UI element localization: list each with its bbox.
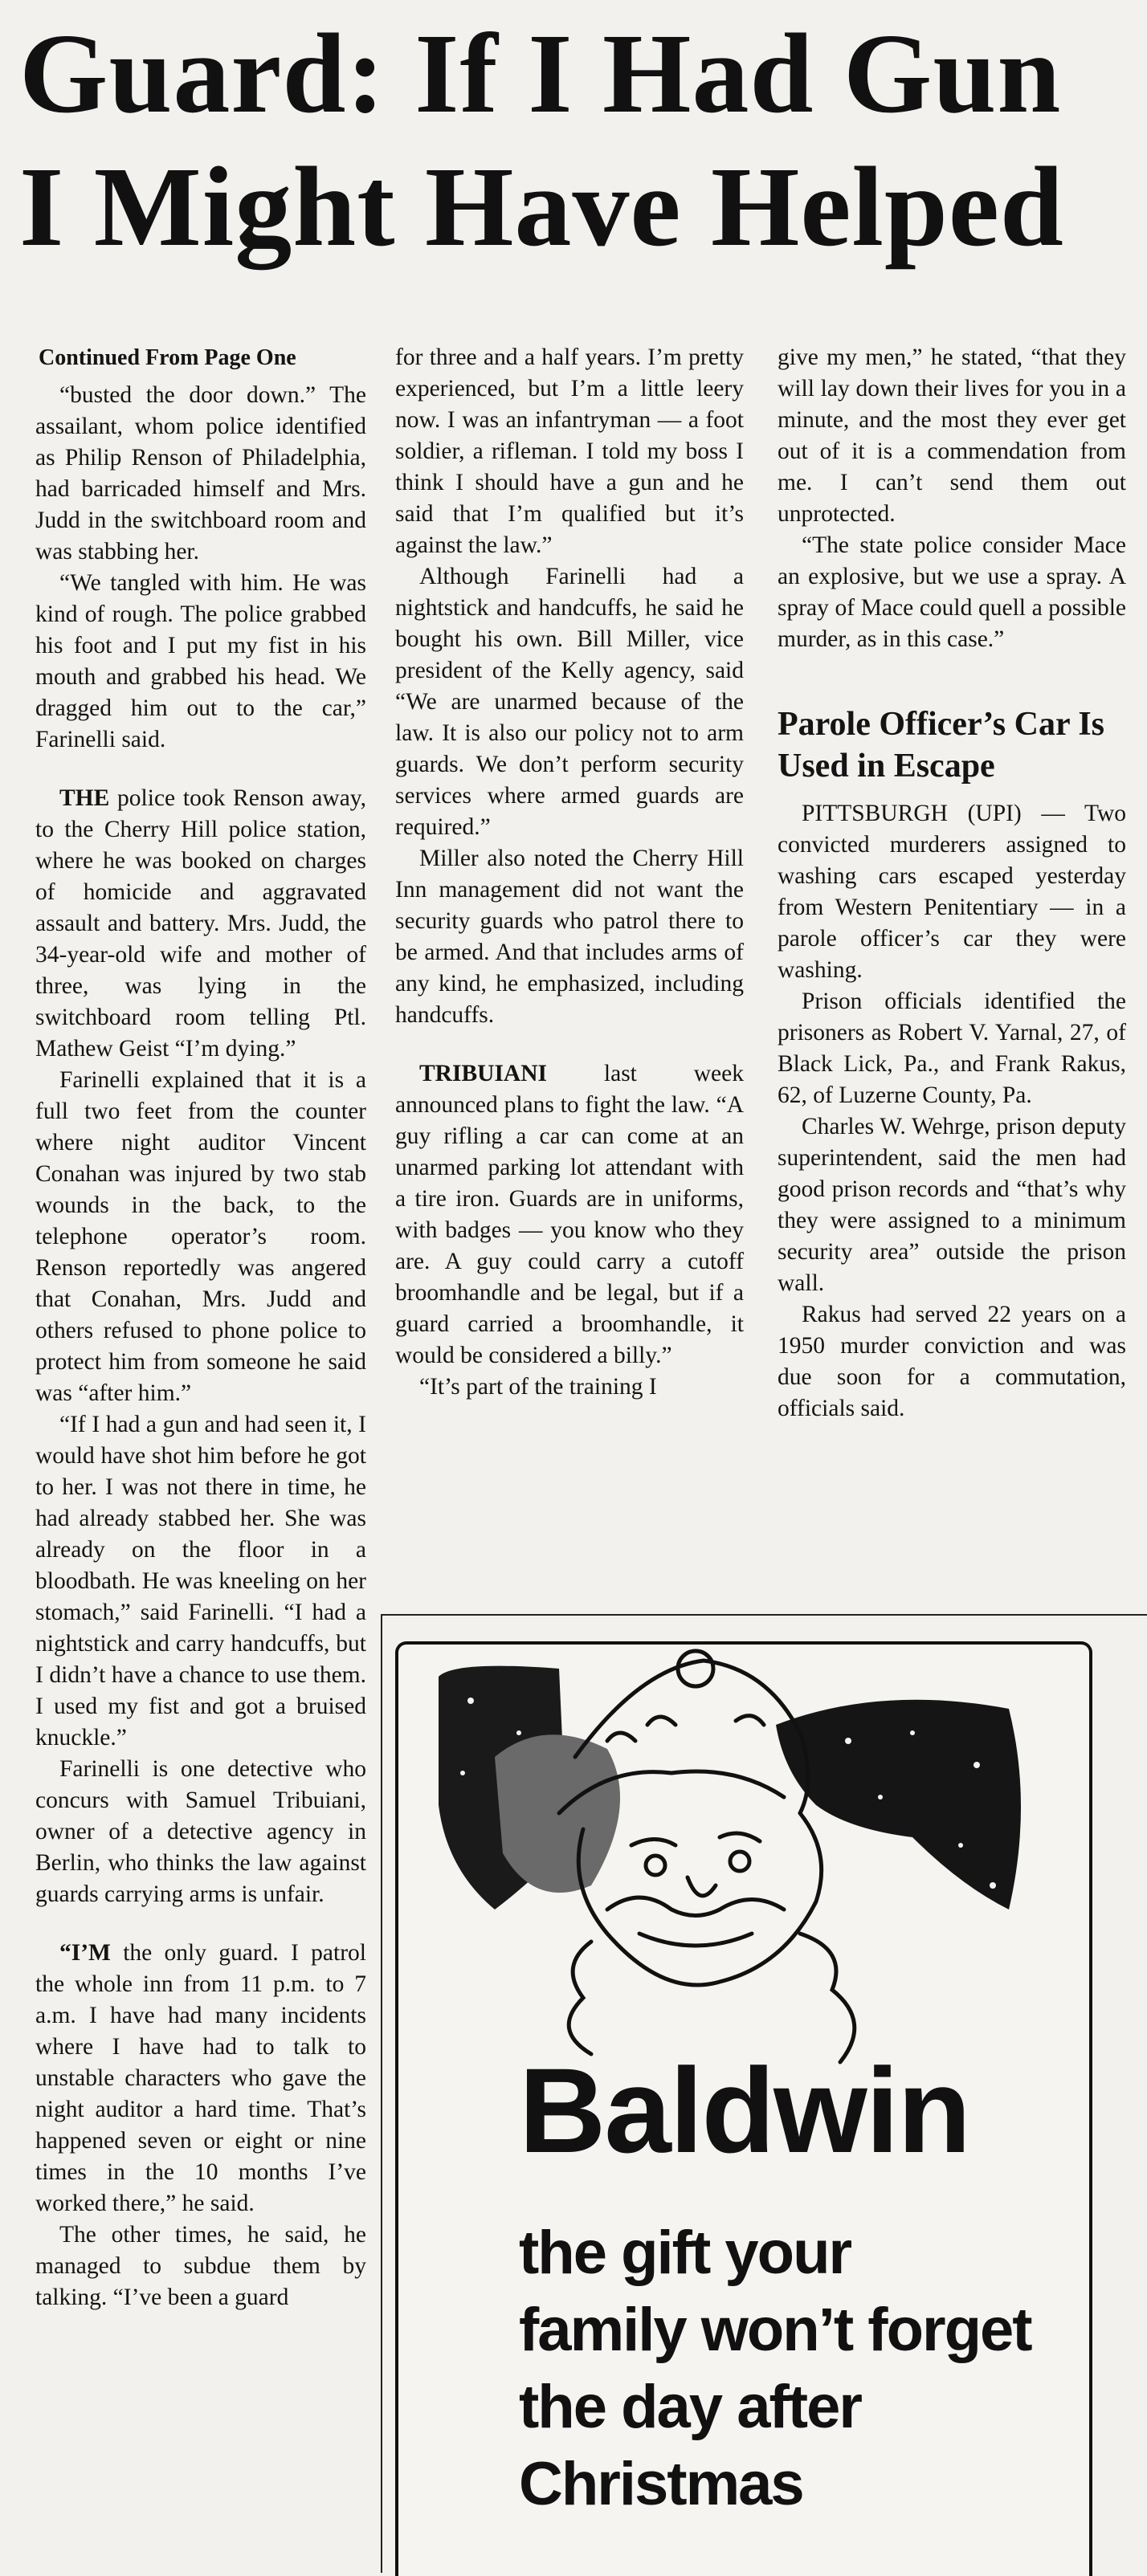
paragraph: for three and a half years. I’m pretty experienced, but I’m a little leery now. I was an infantryman — a foot soldier, a rifleman. I told my boss I think I should have a gun and he said that I’m qualified but it’s against the law.” — [395, 344, 744, 558]
paragraph: “I’M the only guard. I patrol the whole inn from 11 p.m. to 7 a.m. I have had many incidents where I have had to talk to unstable characters who gave the night auditor a hard time. That’s happened seven or eight or nine times in the 10 months I’ve worked there,” he said. — [35, 1940, 366, 2216]
paragraph: “The state police consider Mace an explosive, but we use a spray. A spray of Mace could quell a possible murder, as in this case.” — [778, 532, 1126, 652]
headline-line-1: Guard: If I Had Gun — [19, 10, 1062, 137]
paragraph: THE police took Renson away, to the Cherry Hill police station, where he was booked on charges of homicide and aggravated assault and battery. Mrs. Judd, the 34-year-old wife and mother of three, was lying in the switchboard room telling Ptl. Mathew Geist “I’m dying.” — [35, 785, 366, 1062]
headline-line-2: I Might Have Helped — [19, 143, 1064, 270]
tagline-line-3: the day after — [519, 2373, 861, 2441]
paragraph: Prison officials identified the prisoners as Robert V. Yarnal, 27, of Black Lick, Pa., and Frank Rakus, 62, of Luzerne County, Pa. — [778, 988, 1126, 1108]
paragraph: “We tangled with him. He was kind of rough. The police grabbed his foot and I put my fist in his mouth and grabbed his head. We dragged him out to the car,” Farinelli said. — [35, 570, 366, 752]
paragraph: give my men,” he stated, “that they will lay down their lives for you in a minute, and the most they ever get out of it is a commendation from me. I can’t send them out unprotected. — [778, 344, 1126, 527]
lead-word: “I’M — [59, 1940, 111, 1966]
lead-word: TRIBUIANI — [419, 1061, 548, 1086]
paragraph: “busted the door down.” The assailant, whom police identified as Philip Renson of Philadelphia, had barricaded himself and Mrs. Judd in the switchboard room and was stabbing her. — [35, 382, 366, 565]
article-column-3 — [778, 342, 1126, 1425]
lead-word: THE — [59, 785, 110, 811]
ad-tagline — [519, 2215, 1081, 2523]
paragraph: Farinelli is one detective who concurs with Samuel Tribuiani, owner of a detective agency in Berlin, who thinks the law against guards carrying arms is unfair. — [35, 1756, 366, 1907]
paragraph: Farinelli explained that it is a full two feet from the counter where night auditor Vincent Conahan was injured by two stab wounds in the back, to the telephone operator’s room. Renson reportedly was angered that Conahan, Mrs. Judd and others refused to phone police to protect him from someone he said was “after him.” — [35, 1067, 366, 1406]
tagline-line-2: family won’t forget — [519, 2296, 1031, 2364]
paragraph: Although Farinelli had a nightstick and handcuffs, he said he bought his own. Bill Miller, vice president of the Kelly agency, said “We are unarmed because of the law. It is also our policy not to arm guards. We don’t perform security services where armed guards are required.” — [395, 564, 744, 840]
paragraph: TRIBUIANI last week announced plans to fight the law. “A guy rifling a car can come at an unarmed parking lot attendant with a tire iron. Guards are in uniforms, with badges — you know who they are. A guy could carry a cutoff broomhandle and be legal, but if a guard carried a broomhandle, it would be considered a billy.” — [395, 1061, 744, 1368]
baldwin-advertisement — [395, 1641, 1092, 2576]
paragraph: “If I had a gun and had seen it, I would have shot him before he got to her. I was not there in time, he had already stabbed her. She was already on the floor in a bloodbath. He was kneeling on her stomach,” said Farinelli. “I had a nightstick and carry handcuffs, but I didn’t have a chance to use them. I used my fist and got a bruised knuckle.” — [35, 1412, 366, 1751]
paragraph: Miller also noted the Cherry Hill Inn management did not want the security guards who patrol there to be armed. And that includes arms of any kind, he emphasized, including handcuffs. — [395, 846, 744, 1028]
headline — [19, 6, 1136, 273]
paragraph: The other times, he said, he managed to subdue them by talking. “I’ve been a guard — [35, 2222, 366, 2310]
paragraph: “It’s part of the training I — [419, 1374, 657, 1400]
tagline-line-4: Christmas — [519, 2450, 803, 2518]
continued-label: Continued From Page One — [39, 345, 296, 370]
advertisement-top-rule — [381, 1614, 1147, 1616]
santa-claus-illustration — [398, 1645, 1089, 2094]
tagline-line-1: the gift your — [519, 2219, 851, 2287]
brand-name: Baldwin — [519, 2043, 970, 2178]
paragraph: PITTSBURGH (UPI) — Two convicted murderers assigned to washing cars escaped yesterday from Western Penitentiary — in a parole officer’s car they were washing. — [778, 801, 1126, 983]
advertisement-left-rule — [381, 1614, 382, 2573]
article-column-2 — [395, 342, 744, 1403]
subheadline: Parole Officer’s Car Is Used in Escape — [778, 706, 1105, 785]
paragraph: Charles W. Wehrge, prison deputy superintendent, said the men had good prison records and “that’s why they were assigned to a minimum security area” outside the prison wall. — [778, 1114, 1126, 1296]
article-column-1 — [35, 342, 366, 2313]
paragraph: Rakus had served 22 years on a 1950 murder conviction and was due soon for a commutation, officials said. — [778, 1302, 1126, 1421]
